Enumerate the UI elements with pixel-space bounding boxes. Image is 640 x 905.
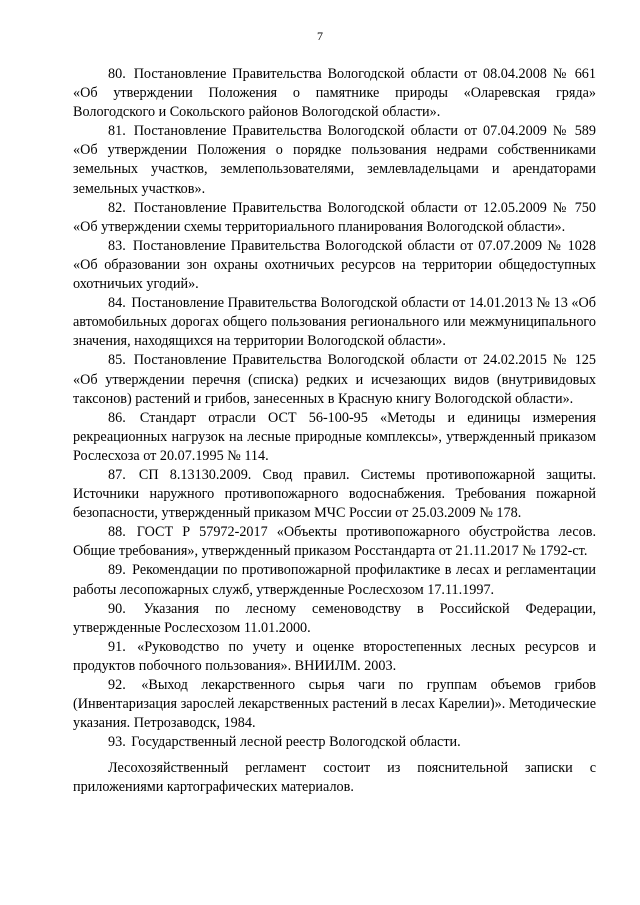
list-item xyxy=(73,523,596,561)
list-item xyxy=(73,237,596,294)
item-number: 87. xyxy=(108,466,126,483)
item-text: Постановление Правительства Вологодской области от 07.07.2009 № 1028 «Об образовании зон охраны охотничьих ресурсов на территории общедоступных охотничьих угодий». xyxy=(73,237,597,293)
item-number: 91. xyxy=(108,638,126,655)
item-number: 83. xyxy=(108,237,126,254)
item-number: 86. xyxy=(108,409,126,426)
item-number: 81. xyxy=(108,123,126,140)
list-item xyxy=(73,351,596,408)
item-text: Рекомендации по противопожарной профилактике в лесах и регламентации работы лесопожарных служб, утвержденные Рослесхозом 17.11.1997. xyxy=(73,562,596,598)
list-item xyxy=(73,466,596,523)
list-item xyxy=(73,561,596,599)
item-text: Постановление Правительства Вологодской области от 24.02.2015 № 125 «Об утверждении перечня (списка) редких и исчезающих видов (внутривидовых таксонов) растений и грибов, занесенных в Красную книгу Вологодской области». xyxy=(73,352,596,407)
closing-paragraph: Лесохозяйственный регламент состоит из пояснительной записки с приложениями картографических материалов. xyxy=(73,760,596,796)
item-text: «Руководство по учету и оценке второстепенных лесных ресурсов и продуктов побочного пользования». ВНИИЛМ. 2003. xyxy=(73,638,597,674)
list-item xyxy=(73,65,596,122)
item-number: 85. xyxy=(108,352,126,369)
item-text: Указания по лесному семеноводству в Российской Федерации, утвержденные Рослесхозом 11.01.2000. xyxy=(73,600,597,636)
item-text: «Выход лекарственного сырья чаги по группам объемов грибов (Инвентаризация зарослей лекарственных растений в лесах Карелии)». Методические указания. Петрозаводск, 1984. xyxy=(73,677,596,732)
item-text: Государственный лесной реестр Вологодской области. xyxy=(131,734,461,751)
list-item xyxy=(73,199,596,237)
item-text: Стандарт отрасли ОСТ 56-100-95 «Методы и единицы измерения рекреационных нагрузок на лесные природные комплексы», утвержденный приказом Рослесхоза от 20.07.1995 № 114. xyxy=(73,409,596,464)
item-number: 82. xyxy=(108,199,126,216)
list-item xyxy=(73,600,596,638)
item-number: 88. xyxy=(108,524,126,541)
page-number: 7 xyxy=(317,29,323,43)
list-item xyxy=(73,638,596,676)
item-number: 84. xyxy=(108,295,126,312)
item-text: СП 8.13130.2009. Свод правил. Системы противопожарной защиты. Источники наружного противопожарного водоснабжения. Требования пожарной безопасности, утвержденный приказом МЧС России от 25.03.2009 № 178. xyxy=(73,466,596,522)
item-text: Постановление Правительства Вологодской области от 08.04.2008 № 661 «Об утверждении Положения о памятнике природы «Оларевская гряда» Вологодского и Сокольского районов Вологодской области». xyxy=(73,66,596,121)
item-number: 93. xyxy=(108,734,126,751)
list-item xyxy=(73,676,596,733)
item-text: Постановление Правительства Вологодской области от 12.05.2009 № 750 «Об утверждении схемы территориального планирования Вологодской области». xyxy=(73,199,596,235)
reference-list xyxy=(73,65,596,798)
list-item xyxy=(73,122,596,198)
list-item xyxy=(73,294,596,351)
list-item xyxy=(73,409,596,466)
item-text: Постановление Правительства Вологодской области от 14.01.2013 № 13 «Об автомобильных дорогах общего пользования регионального или межмуниципального значения, находящихся на территории Вологодской области». xyxy=(73,295,596,350)
item-number: 89. xyxy=(108,562,126,579)
item-number: 90. xyxy=(108,600,126,617)
item-text: Постановление Правительства Вологодской области от 07.04.2009 № 589 «Об утверждении Положения о порядке пользования недрами собственниками земельных участков, землепользователями, землевладельцами и арендаторами земельных участков». xyxy=(73,123,596,197)
item-text: ГОСТ Р 57972-2017 «Объекты противопожарного обустройства лесов. Общие требования», утвержденный приказом Росстандарта от 21.11.2017 № 1792-ст. xyxy=(73,524,596,560)
list-item xyxy=(73,733,596,752)
item-number: 92. xyxy=(108,677,126,693)
item-number: 80. xyxy=(108,66,126,82)
